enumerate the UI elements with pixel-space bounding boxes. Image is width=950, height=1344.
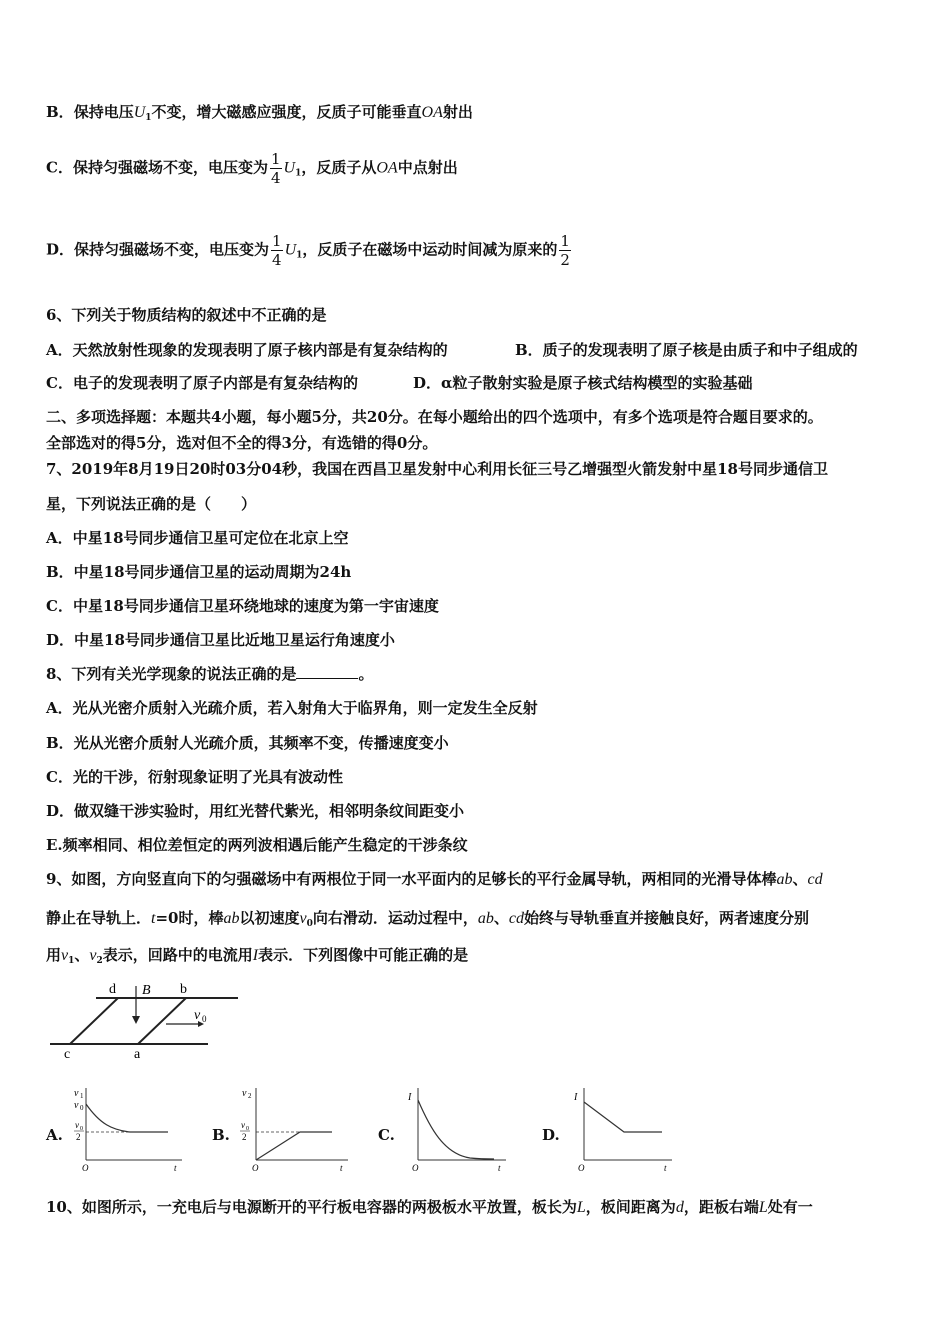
var-oa: OA (421, 104, 443, 121)
var-u: U (283, 159, 296, 177)
origin: O (578, 1163, 585, 1173)
label-a: a (134, 1047, 141, 1060)
var-u: U (284, 241, 297, 259)
q9-stem-line3: 用$v_1$、$v_2$表示，回路中的电流用I表示．下列图像中可能正确的是 (46, 946, 469, 966)
half-num-sub: 0 (80, 1126, 83, 1132)
q6-option-a: A．天然放射性现象的发现表明了原子核内部是有复杂结构的 (46, 341, 448, 359)
x-label: t (340, 1163, 343, 1173)
label-field: B (142, 983, 151, 998)
q5-option-b (46, 102, 473, 128)
q6-option-c: C．电子的发现表明了原子内部是有复杂结构的 (46, 374, 358, 392)
graph-d (566, 1084, 678, 1174)
q8-stem (46, 664, 373, 684)
option-text: ，反质子从 (301, 158, 377, 177)
curve-i (584, 1102, 662, 1132)
label-velocity-sub: 0 (202, 1014, 207, 1024)
q6-stem: 6、下列关于物质结构的叙述中不正确的是 (46, 306, 327, 324)
label-d: d (109, 982, 116, 997)
half-den: 2 (76, 1132, 81, 1142)
q6-option-b: B．质子的发现表明了原子核是由质子和中子组成的 (515, 341, 858, 359)
q10-stem: 10、如图所示，一充电后与电源断开的平行板电容器的两极板水平放置，板长为L，板间距离为d，距板右端L处有一 (46, 1198, 813, 1216)
q8-stem-end: 。 (358, 665, 374, 683)
rod-ab (138, 998, 186, 1044)
origin: O (82, 1163, 89, 1173)
q9-stem-line2: 静止在导轨上．t=0时，棒ab以初速度$v_0$向右滑动．运动过程中，ab、cd始终与导轨垂直并接触良好，两者速度分别 (46, 909, 810, 929)
subscript: 1 (295, 168, 302, 179)
q8-stem-text: 8、下列有关光学现象的说法正确的是 (46, 665, 297, 683)
rod-cd (70, 998, 118, 1044)
option-text: 保持匀强磁场不变，电压变为 (72, 158, 268, 177)
origin: O (412, 1163, 419, 1173)
answer-blank (296, 664, 358, 679)
curve-v2 (256, 1132, 332, 1160)
fraction-quarter: $\frac{1}{4}$ (272, 232, 282, 269)
origin: O (252, 1163, 259, 1173)
x-label: t (498, 1163, 501, 1173)
q8-option-a: A．光从光密介质射入光疏介质，若入射角大于临界角，则一定发生全反射 (46, 699, 538, 717)
half-num: v (75, 1120, 79, 1130)
q5-option-d (46, 232, 573, 269)
var-oa: OA (376, 159, 398, 177)
subscript: 1 (296, 250, 303, 261)
option-label: D． (46, 240, 75, 259)
option-text: 不变，增大磁感应强度，反质子可能垂直 (151, 103, 422, 121)
y-label-sub: 2 (248, 1092, 252, 1100)
graph-a (70, 1084, 190, 1174)
fraction-half: $\frac{1}{2}$ (560, 232, 570, 269)
q8-option-e: E.频率相同、相位差恒定的两列波相遇后能产生稳定的干涉条纹 (46, 836, 468, 854)
section2-line1: 二、多项选择题：本题共4小题，每小题5分，共20分。在每小题给出的四个选项中，有多个选项是符合题目要求的。 (46, 408, 823, 426)
q7-option-b: B．中星18号同步通信卫星的运动周期为24h (46, 563, 352, 581)
q8-option-b: B．光从光密介质射人光疏介质，其频率不变，传播速度变小 (46, 734, 449, 752)
var-u: U (133, 104, 146, 121)
fraction-quarter: $\frac{1}{4}$ (270, 150, 281, 187)
q8-option-c: C．光的干涉，衍射现象证明了光具有波动性 (46, 768, 343, 786)
half-num: v (241, 1120, 245, 1130)
graph-c (400, 1084, 512, 1174)
label-b: b (180, 982, 187, 997)
q9-stem-line1: 9、如图，方向竖直向下的匀强磁场中有两根位于同一水平面内的足够长的平行金属导轨，两相同的光滑导体棒ab、cd (46, 870, 823, 888)
y-label: v (242, 1088, 247, 1099)
option-text: 中点射出 (397, 158, 458, 177)
graph-d-label: D. (542, 1126, 560, 1144)
y-label-sub: 1 (80, 1092, 84, 1100)
q7-option-a: A．中星18号同步通信卫星可定位在北京上空 (46, 529, 349, 547)
label-c: c (64, 1047, 71, 1060)
half-den: 2 (242, 1132, 247, 1142)
option-label: C． (46, 158, 73, 177)
option-text: 保持电压 (73, 103, 134, 121)
graph-a-label: A. (46, 1126, 63, 1144)
q6-option-d: D．α粒子散射实验是原子核式结构模型的实验基础 (413, 374, 753, 392)
curve-v1 (86, 1104, 168, 1132)
q7-stem-line2: 星，下列说法正确的是（ ） (46, 495, 257, 513)
v0-label-sub: 0 (80, 1104, 84, 1112)
x-label: t (664, 1163, 667, 1173)
graph-c-label: C. (378, 1126, 395, 1144)
q7-stem-line1: 7、2019年8月19日20时03分04秒，我国在西昌卫星发射中心利用长征三号乙增强型火箭发射中星18号同步通信卫 (46, 460, 828, 478)
half-num-sub: 0 (246, 1126, 249, 1132)
q8-option-d: D．做双缝干涉实验时，用红光替代紫光，相邻明条纹间距变小 (46, 802, 465, 820)
q7-option-c: C．中星18号同步通信卫星环绕地球的速度为第一宇宙速度 (46, 597, 439, 615)
curve-i (418, 1100, 494, 1159)
x-label: t (174, 1163, 177, 1173)
option-text: ，反质子在磁场中运动时间减为原来的 (302, 240, 558, 259)
y-label: I (574, 1092, 578, 1103)
q7-option-d: D．中星18号同步通信卫星比近地卫星运行角速度小 (46, 631, 395, 649)
graph-b-label: B. (212, 1126, 230, 1144)
graph-b (236, 1084, 356, 1174)
section2-line2: 全部选对的得5分，选对但不全的得3分，有选错的得0分。 (46, 434, 438, 452)
subscript: 1 (145, 113, 152, 123)
label-velocity: v (194, 1008, 201, 1023)
y-label: v (74, 1088, 79, 1099)
option-text: 射出 (442, 103, 473, 121)
y-label: I (408, 1092, 412, 1103)
rail-diagram (46, 976, 246, 1060)
q5-option-c (46, 150, 458, 187)
option-text: 保持匀强磁场不变，电压变为 (74, 240, 270, 259)
v0-label: v (74, 1100, 79, 1111)
option-label: B． (46, 103, 74, 121)
field-arrowhead (132, 1016, 140, 1024)
